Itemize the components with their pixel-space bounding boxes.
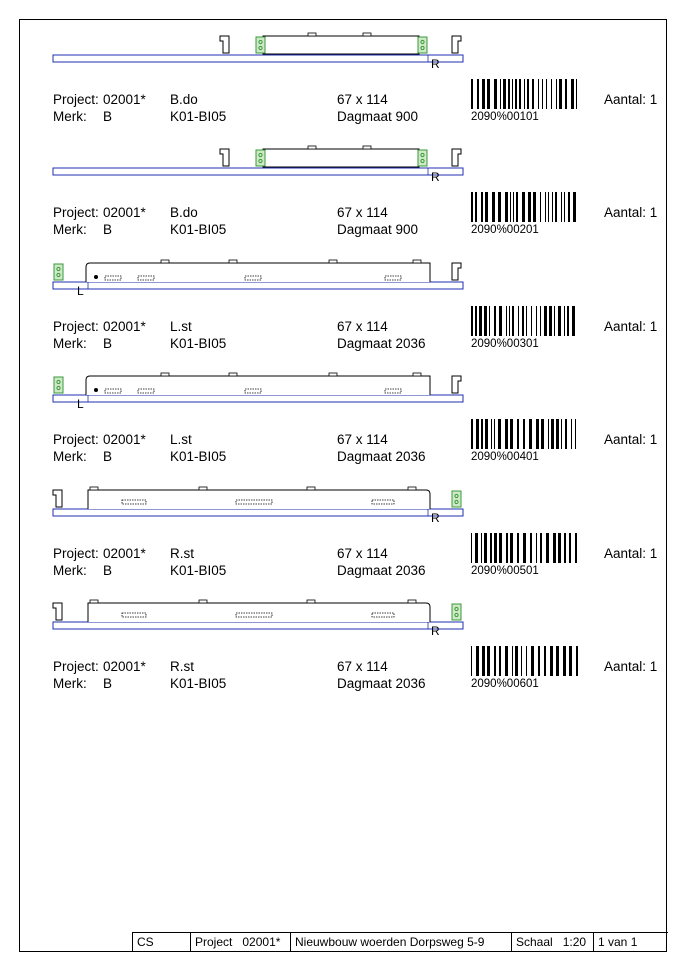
barcode-bar <box>477 79 479 109</box>
dagmaat: Dagmaat 2036 <box>337 676 426 691</box>
project-label: Project: <box>53 659 99 674</box>
barcode-bar <box>491 419 492 449</box>
barcode-bar <box>487 646 490 676</box>
barcode-bar <box>512 306 514 336</box>
barcode-bar <box>505 192 508 222</box>
barcode-number: 2090%00101 <box>471 111 539 123</box>
barcode-bar <box>575 533 577 563</box>
barcode-bar <box>517 533 519 563</box>
aantal-label: Aantal: <box>604 205 647 220</box>
footer-project <box>191 933 291 952</box>
merk-label: Merk: <box>53 449 87 464</box>
barcode-bar <box>573 192 576 222</box>
barcode-bar <box>485 419 488 449</box>
base-profile <box>53 622 463 629</box>
part-drawing <box>50 255 470 327</box>
barcode-bar <box>540 306 541 336</box>
merk-label: Merk: <box>53 222 87 237</box>
barcode-bar <box>530 533 532 563</box>
merk-value: B <box>103 449 113 464</box>
dagmaat: Dagmaat 2036 <box>337 336 426 351</box>
dot-icon <box>94 275 98 279</box>
aantal-value: 1 <box>649 92 658 107</box>
footer-author: CS <box>133 933 191 952</box>
aantal-value: 1 <box>649 205 658 220</box>
barcode-bar <box>528 192 531 222</box>
hinge-icon <box>418 37 427 53</box>
barcode-bar <box>531 646 534 676</box>
merk-label: Merk: <box>53 336 87 351</box>
barcode-bar <box>485 192 488 222</box>
barcode-bar <box>494 533 497 563</box>
barcode-bar <box>505 646 508 676</box>
part-ref: K01-BI05 <box>170 563 227 578</box>
part-name: R.st <box>170 546 195 561</box>
aantal-value: 1 <box>649 432 658 447</box>
barcode-bar <box>571 419 572 449</box>
part-size: 67 x 114 <box>337 319 388 334</box>
aantal-label: Aantal: <box>604 546 647 561</box>
notch-icon <box>329 260 337 263</box>
barcode-bar <box>548 419 549 449</box>
dot-icon <box>94 388 98 392</box>
barcode-bar <box>515 79 517 109</box>
notch-icon <box>90 487 98 490</box>
barcode-bar <box>565 419 567 449</box>
barcode-bar <box>490 533 492 563</box>
merk-value: B <box>103 563 113 578</box>
barcode-bar <box>471 306 473 336</box>
barcode-bar <box>503 79 506 109</box>
part-ref: K01-BI05 <box>170 449 227 464</box>
part-drawing <box>50 482 470 554</box>
side-label: L <box>77 397 84 411</box>
dagmaat: Dagmaat 900 <box>337 222 419 237</box>
barcode-bar <box>561 419 562 449</box>
barcode-bar <box>494 306 496 336</box>
part-size: 67 x 114 <box>337 546 388 561</box>
barcode-bar <box>568 192 570 222</box>
hinge-icon <box>452 491 461 507</box>
barcode-bar <box>471 79 473 109</box>
barcode-bar <box>505 419 508 449</box>
project-number: 02001* <box>103 319 146 334</box>
project-label: Project: <box>53 546 99 561</box>
clip-icon <box>452 36 461 53</box>
notch-icon <box>363 33 371 36</box>
project-number: 02001* <box>103 659 146 674</box>
clip-icon <box>220 36 229 53</box>
barcode-bar <box>556 646 559 676</box>
aantal <box>604 546 657 561</box>
barcode-bar <box>532 79 534 109</box>
part-size: 67 x 114 <box>337 659 388 674</box>
part-drawing <box>50 595 470 667</box>
barcode-bar <box>546 79 547 109</box>
part-size: 67 x 114 <box>337 432 388 447</box>
notch-icon <box>329 373 337 376</box>
part-drawing <box>50 141 470 213</box>
barcode-bar <box>576 79 577 109</box>
barcode <box>471 79 579 109</box>
barcode-bar <box>542 79 543 109</box>
base-profile <box>53 55 463 62</box>
aantal-label: Aantal: <box>604 92 647 107</box>
barcode-bar <box>552 192 553 222</box>
barcode-bar <box>544 306 547 336</box>
side-label: R <box>431 170 440 184</box>
footer-project-number: 02001* <box>242 935 281 949</box>
barcode-bar <box>526 306 527 336</box>
barcode-bar <box>544 646 546 676</box>
notch-icon <box>229 373 237 376</box>
barcode-bar <box>498 192 501 222</box>
barcode-bar <box>512 646 513 676</box>
barcode-bar <box>536 533 537 563</box>
part-name: L.st <box>170 432 192 447</box>
notch-icon <box>308 33 316 36</box>
barcode-bar <box>559 79 562 109</box>
barcode <box>471 646 579 676</box>
notch-icon <box>161 260 169 263</box>
notch-icon <box>307 487 315 490</box>
panel <box>86 263 430 282</box>
base-profile <box>53 509 463 516</box>
aantal-value: 1 <box>649 319 658 334</box>
barcode-bar <box>518 306 519 336</box>
part-size: 67 x 114 <box>337 92 388 107</box>
dagmaat: Dagmaat 2036 <box>337 563 426 578</box>
barcode-bar <box>492 192 495 222</box>
clip-icon <box>220 149 229 166</box>
barcode-bar <box>522 306 524 336</box>
barcode-bar <box>484 533 487 563</box>
barcode-bar <box>500 79 501 109</box>
aantal <box>604 319 657 334</box>
aantal <box>604 432 657 447</box>
barcode-bar <box>554 306 555 336</box>
hinge-icon <box>418 150 427 166</box>
footer-project-label: Project <box>195 935 233 949</box>
barcode <box>471 192 579 222</box>
footer-scale <box>512 933 594 952</box>
barcode-bar <box>519 79 521 109</box>
barcode-bar <box>512 79 513 109</box>
barcode-bar <box>564 306 565 336</box>
barcode-bar <box>553 533 556 563</box>
barcode-bar <box>546 533 549 563</box>
panel <box>263 36 419 54</box>
barcode-bar <box>482 646 485 676</box>
panel <box>86 376 430 395</box>
barcode-bar <box>536 419 539 449</box>
clip-icon <box>452 149 461 166</box>
barcode-bar <box>565 79 567 109</box>
barcode-bar <box>545 192 546 222</box>
entry <box>0 255 680 368</box>
footer-page: 1 van 1 <box>598 935 638 949</box>
barcode-bar <box>471 533 472 563</box>
barcode-bar <box>475 192 477 222</box>
barcode-bar <box>513 192 514 222</box>
notch-icon <box>413 260 421 263</box>
dagmaat: Dagmaat 900 <box>337 109 419 124</box>
barcode-bar <box>540 192 541 222</box>
barcode-bar <box>550 646 553 676</box>
barcode-bar <box>556 419 559 449</box>
barcode-bar <box>521 646 522 676</box>
panel <box>88 603 430 622</box>
part-ref: K01-BI05 <box>170 336 227 351</box>
merk-label: Merk: <box>53 563 87 578</box>
part-ref: K01-BI05 <box>170 676 227 691</box>
barcode-bar <box>494 419 495 449</box>
project-label: Project: <box>53 319 99 334</box>
part-drawing <box>50 28 470 100</box>
panel <box>263 149 419 167</box>
notch-icon <box>308 146 316 149</box>
entry <box>0 368 680 481</box>
part-name: B.do <box>170 205 198 220</box>
merk-label: Merk: <box>53 676 87 691</box>
barcode-bar <box>506 533 508 563</box>
part-name: B.do <box>170 92 198 107</box>
barcode-bar <box>556 79 557 109</box>
project-number: 02001* <box>103 92 146 107</box>
barcode-bar <box>529 419 532 449</box>
barcode-bar <box>482 79 485 109</box>
barcode-bar <box>551 79 552 109</box>
barcode-bar <box>527 79 529 109</box>
barcode-bar <box>484 306 487 336</box>
side-label: R <box>431 511 440 525</box>
side-label: R <box>431 57 440 71</box>
barcode-bar <box>564 533 566 563</box>
part-drawing <box>50 368 470 440</box>
barcode-bar <box>569 646 572 676</box>
barcode-bar <box>576 646 578 676</box>
barcode-bar <box>516 192 518 222</box>
base-profile <box>53 168 463 175</box>
footer-description: Nieuwbouw woerden Dorpsweg 5-9 <box>291 933 512 952</box>
merk-value: B <box>103 222 113 237</box>
merk-label: Merk: <box>53 109 87 124</box>
barcode-bar <box>541 419 544 449</box>
barcode-bar <box>572 306 575 336</box>
part-name: L.st <box>170 319 192 334</box>
barcode-number: 2090%00401 <box>471 451 539 463</box>
barcode-bar <box>567 306 569 336</box>
notch-icon <box>229 260 237 263</box>
notch-icon <box>408 600 416 603</box>
aantal <box>604 659 657 674</box>
barcode-bar <box>471 192 473 222</box>
barcode-bar <box>536 306 537 336</box>
barcode-bar <box>506 306 507 336</box>
barcode-bar <box>471 646 472 676</box>
barcode-bar <box>548 192 549 222</box>
barcode-bar <box>555 192 557 222</box>
barcode-bar <box>517 419 519 449</box>
entry <box>0 141 680 254</box>
hinge-icon <box>256 150 265 166</box>
barcode-bar <box>499 646 501 676</box>
title-block <box>132 932 668 952</box>
barcode-bar <box>551 419 554 449</box>
barcode-bar <box>499 533 502 563</box>
project-label: Project: <box>53 432 99 447</box>
part-name: R.st <box>170 659 195 674</box>
aantal-label: Aantal: <box>604 432 647 447</box>
aantal-label: Aantal: <box>604 659 647 674</box>
notch-icon <box>408 487 416 490</box>
notch-icon <box>413 373 421 376</box>
part-ref: K01-BI05 <box>170 109 227 124</box>
barcode-bar <box>549 306 552 336</box>
notch-icon <box>90 600 98 603</box>
barcode-bar <box>481 192 483 222</box>
barcode-bar <box>571 79 574 109</box>
merk-value: B <box>103 109 113 124</box>
barcode-bar <box>569 533 571 563</box>
barcode-bar <box>558 306 561 336</box>
footer-scale-value: 1:20 <box>562 935 587 949</box>
barcode-bar <box>538 646 540 676</box>
barcode <box>471 306 579 336</box>
notch-icon <box>307 600 315 603</box>
project-number: 02001* <box>103 432 146 447</box>
barcode-bar <box>481 419 483 449</box>
hinge-icon <box>452 604 461 620</box>
barcode-bar <box>509 306 510 336</box>
barcode-number: 2090%00501 <box>471 565 539 577</box>
barcode-bar <box>540 533 542 563</box>
barcode-bar <box>471 419 473 449</box>
entry <box>0 28 680 141</box>
barcode-bar <box>498 419 501 449</box>
barcode-bar <box>558 533 561 563</box>
entry <box>0 482 680 595</box>
clip-icon <box>53 603 62 620</box>
barcode-bar <box>510 419 513 449</box>
barcode-number: 2090%00201 <box>471 224 539 236</box>
notch-icon <box>199 487 207 490</box>
aantal-label: Aantal: <box>604 319 647 334</box>
barcode-bar <box>508 79 510 109</box>
base-profile <box>53 395 463 402</box>
barcode-bar <box>563 646 566 676</box>
aantal-value: 1 <box>649 546 658 561</box>
barcode-bar <box>510 192 511 222</box>
aantal <box>604 205 657 220</box>
part-ref: K01-BI05 <box>170 222 227 237</box>
barcode-bar <box>494 79 497 109</box>
clip-icon <box>452 263 461 280</box>
aantal-value: 1 <box>649 659 658 674</box>
project-label: Project: <box>53 205 99 220</box>
part-size: 67 x 114 <box>337 205 388 220</box>
side-label: L <box>77 284 84 298</box>
dagmaat: Dagmaat 2036 <box>337 449 426 464</box>
barcode-bar <box>531 306 532 336</box>
panel <box>88 490 430 509</box>
notch-icon <box>161 373 169 376</box>
side-label: R <box>431 624 440 638</box>
entry <box>0 595 680 708</box>
barcode-bar <box>564 192 565 222</box>
merk-value: B <box>103 336 113 351</box>
barcode-bar <box>499 306 502 336</box>
barcode-number: 2090%00301 <box>471 338 539 350</box>
hinge-icon <box>54 264 63 280</box>
barcode-bar <box>479 306 482 336</box>
notch-icon <box>363 146 371 149</box>
barcode-bar <box>489 306 490 336</box>
clip-icon <box>53 490 62 507</box>
barcode-bar <box>533 192 536 222</box>
aantal <box>604 92 657 107</box>
project-number: 02001* <box>103 546 146 561</box>
hinge-icon <box>54 377 63 393</box>
footer-scale-label: Schaal <box>516 935 553 949</box>
barcode-bar <box>524 79 525 109</box>
barcode-bar <box>561 192 562 222</box>
notch-icon <box>199 600 207 603</box>
barcode-bar <box>487 79 490 109</box>
clip-icon <box>452 376 461 393</box>
barcode-bar <box>476 419 479 449</box>
barcode-bar <box>523 533 526 563</box>
hinge-icon <box>256 37 265 53</box>
barcode-bar <box>510 533 513 563</box>
barcode-bar <box>494 646 496 676</box>
barcode-bar <box>481 533 482 563</box>
barcode-bar <box>522 192 525 222</box>
barcode-bar <box>526 646 527 676</box>
barcode-number: 2090%00601 <box>471 678 539 690</box>
barcode-bar <box>475 306 477 336</box>
project-number: 02001* <box>103 205 146 220</box>
base-profile <box>53 282 463 289</box>
barcode-bar <box>575 419 576 449</box>
merk-value: B <box>103 676 113 691</box>
barcode-bar <box>515 646 518 676</box>
barcode-bar <box>475 533 478 563</box>
project-label: Project: <box>53 92 99 107</box>
barcode-bar <box>538 79 539 109</box>
barcode-bar <box>476 646 479 676</box>
barcode <box>471 533 579 563</box>
barcode <box>471 419 579 449</box>
barcode-bar <box>523 419 525 449</box>
